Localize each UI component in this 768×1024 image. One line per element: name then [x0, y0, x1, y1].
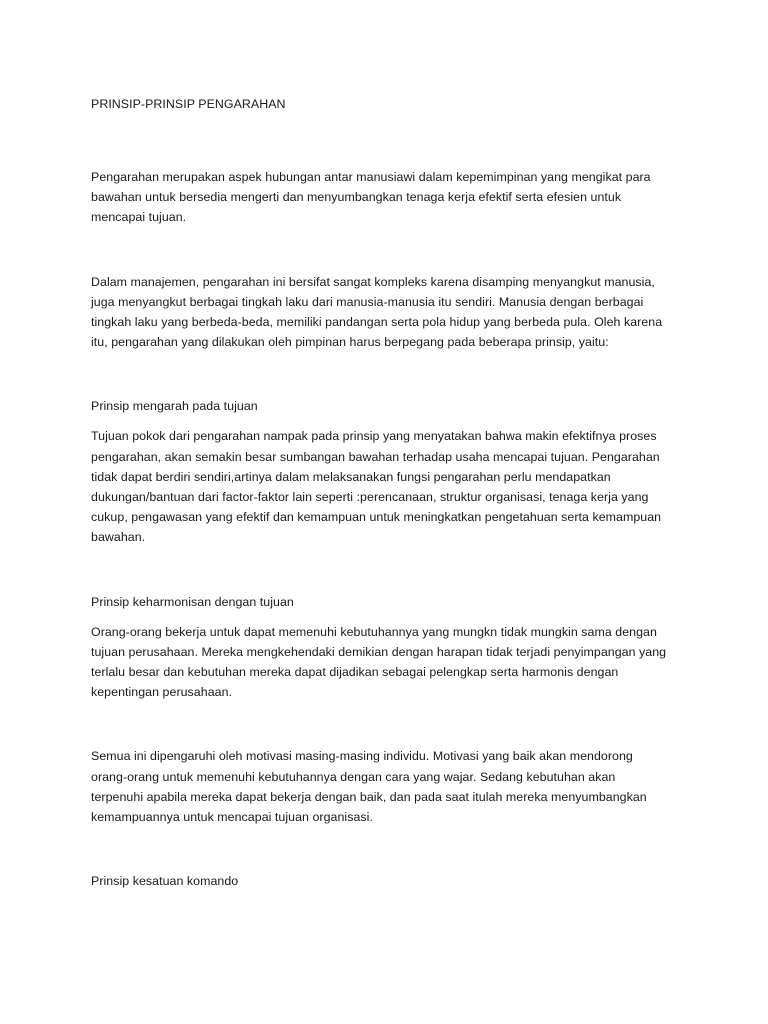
document-title: PRINSIP-PRINSIP PENGARAHAN: [91, 97, 286, 111]
spacer: [91, 702, 691, 746]
spacer: [91, 416, 691, 426]
spacer: [91, 228, 691, 272]
spacer: [91, 548, 691, 592]
section-heading-unity-of-command: Prinsip kesatuan komando: [91, 874, 239, 889]
spacer: [91, 352, 691, 396]
spacer: [91, 114, 691, 167]
section-body-harmony: Orang-orang bekerja untuk dapat memenuhi kebutuhannya yang mungkn tidak mungkin sama dengan tujuan perusahaan. Mereka mengkehendaki demikian dengan harapan tidak terjadi penyimpangan yang terlalu besar dan kebutuhan mereka dapat dijadikan sebagai pelengkap serta harmonis dengan kepentingan perusahaan.: [91, 624, 667, 700]
section-body-goal-direction: Tujuan pokok dari pengarahan nampak pada prinsip yang menyatakan bahwa makin efektifnya proses pengarahan, akan semakin besar sumbangan bawahan terhadap usaha mencapai tujuan. Pengarahan tidak dapat berdiri sendiri,artinya dalam melaksanakan fungsi pengarahan perlu mendapatkan dukungan/bantuan dari factor-faktor lain seperti :perencanaan, struktur organisasi, tenaga kerja yang cukup, pengawasan yang efektif dan kemampuan untuk meningkatkan pengetahuan serta kemampuan bawahan.: [91, 429, 662, 545]
management-paragraph: Dalam manajemen, pengarahan ini bersifat sangat kompleks karena disamping menyangkut manusia, juga menyangkut berbagai tingkah laku dari manusia-manusia itu sendiri. Manusia dengan berbagai tingkah laku yang berbeda-beda, memiliki pandangan serta pola hidup yang berbeda pula. Oleh karena itu, pengarahan yang dilakukan oleh pimpinan harus berpegang pada beberapa prinsip, yaitu:: [91, 274, 663, 350]
section-heading-goal-direction: Prinsip mengarah pada tujuan: [91, 399, 258, 414]
document-body: [91, 94, 691, 891]
section-heading-harmony: Prinsip keharmonisan dengan tujuan: [91, 594, 294, 609]
motivation-paragraph: Semua ini dipengaruhi oleh motivasi masing-masing individu. Motivasi yang baik akan mendorong orang-orang untuk memenuhi kebutuhannya dengan cara yang wajar. Sedang kebutuhan akan terpenuhi apabila mereka dapat bekerja dengan baik, dan pada saat itulah mereka menyumbangkan kemampuannya untuk mencapai tujuan organisasi.: [91, 749, 647, 825]
intro-paragraph: Pengarahan merupakan aspek hubungan antar manusiawi dalam kepemimpinan yang mengikat para bawahan untuk bersedia mengerti dan menyumbangkan tenaga kerja efektif serta efesien untuk mencapai tujuan.: [91, 170, 651, 225]
spacer: [91, 612, 691, 622]
spacer: [91, 827, 691, 871]
